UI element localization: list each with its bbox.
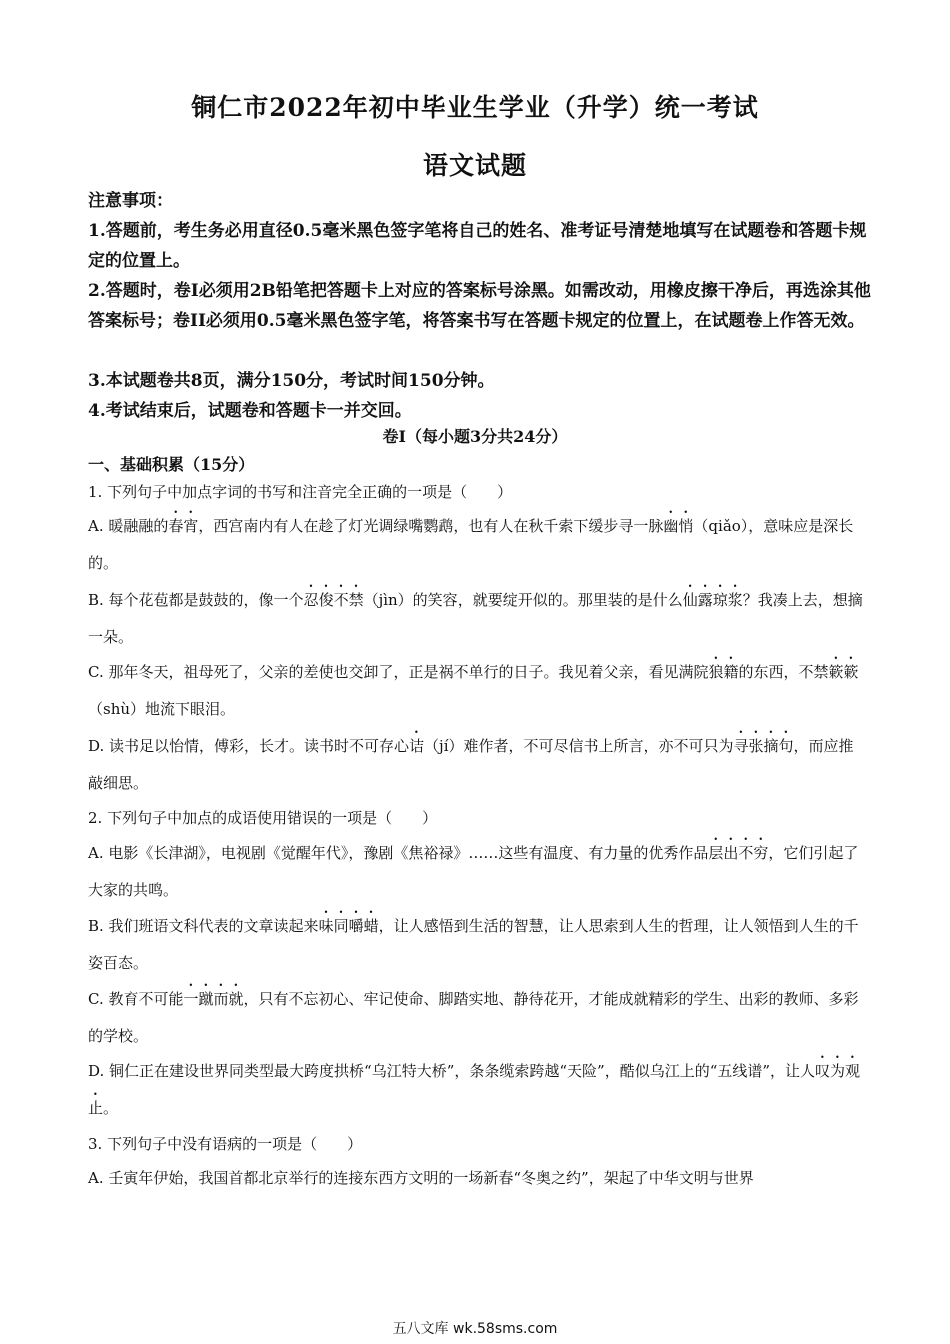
section-heading: 一、基础积累（15分） [88, 455, 255, 474]
notice-item-1: 1.答题前，考生务必用直径0.5毫米黑色签字笔将自己的姓名、准考证号清楚地填写在试题卷和答题卡规定的位置上。 [88, 221, 867, 271]
question-2-stem: 2. 下列句子中加点的成语使用错误的一项是（ ） [88, 809, 438, 827]
question-1-option-c: C. 那年冬天，祖母死了，父亲的差使也交卸了，正是祸不单行的日子。我见着父亲，看见满院狼籍的东西，不禁簌簌（shù）地流下眼泪。 [88, 663, 859, 718]
notice-heading: 注意事项： [88, 191, 173, 211]
question-2-option-b: B. 我们班语文科代表的文章读起来味同嚼蜡，让人感悟到生活的智慧，让人思索到人生的哲理，让人领悟到人生的千姿百态。 [88, 917, 859, 972]
question-3-option-a: A. 壬寅年伊始，我国首都北京举行的连接东西方文明的一场新春“冬奥之约”，架起了中华文明与世界 [88, 1169, 754, 1187]
question-2-option-c: C. 教育不可能一蹴而就，只有不忘初心、牢记使命、脚踏实地、静待花开，才能成就精彩的学生、出彩的教师、多彩的学校。 [88, 990, 859, 1045]
question-2-option-d: D. 铜仁正在建设世界同类型最大跨度拱桥“乌江特大桥”，条条缆索跨越“天险”，酷似乌江上的“五线谱”，让人叹为观止。 [88, 1062, 861, 1117]
notice-item-3: 3.本试题卷共8页，满分150分，考试时间150分钟。 [88, 371, 495, 391]
notice-item-4: 4.考试结束后，试题卷和答题卡一并交回。 [88, 401, 412, 421]
notice-item-2: 2.答题时，卷I必须用2B铅笔把答题卡上对应的答案标号涂黑。如需改动，用橡皮擦干净后，再选涂其他答案标号；卷II必须用0.5毫米黑色签字笔，将答案书写在答题卡规定的位置上，在试题卷上作答无效。 [88, 281, 871, 331]
exam-title: 铜仁市2022年初中毕业生学业（升学）统一考试 [191, 93, 759, 122]
question-3-stem: 3. 下列句子中没有语病的一项是（ ） [88, 1135, 363, 1153]
exam-subtitle: 语文试题 [422, 151, 527, 180]
question-1-option-b: B. 每个花苞都是鼓鼓的，像一个忍俊不禁（jìn）的笑容，就要绽开似的。那里装的是什么仙露琼浆？我凑上去，想摘一朵。 [88, 591, 863, 646]
question-1-stem: 1. 下列句子中加点字词的书写和注音完全正确的一项是（ ） [88, 483, 513, 501]
volume-heading: 卷I（每小题3分共24分） [382, 427, 568, 446]
question-1-option-d: D. 读书足以怡情，傅彩，长才。读书时不可存心诘（jí）难作者，不可尽信书上所言，亦不可只为寻张摘句，而应推敲细思。 [88, 737, 854, 792]
question-2-option-a: A. 电影《长津湖》，电视剧《觉醒年代》，豫剧《焦裕禄》……这些有温度、有力量的优秀作品层出不穷，它们引起了大家的共鸣。 [88, 844, 859, 899]
question-1-option-a: A. 暖融融的春宵，西宫南内有人在趁了灯光调绿嘴鹦鹉，也有人在秋千索下缓步寻一脉幽悄（qiǎo），意味应是深长的。 [88, 517, 854, 572]
footer-watermark-text: 五八文库 wk.58sms.com [392, 1321, 558, 1337]
